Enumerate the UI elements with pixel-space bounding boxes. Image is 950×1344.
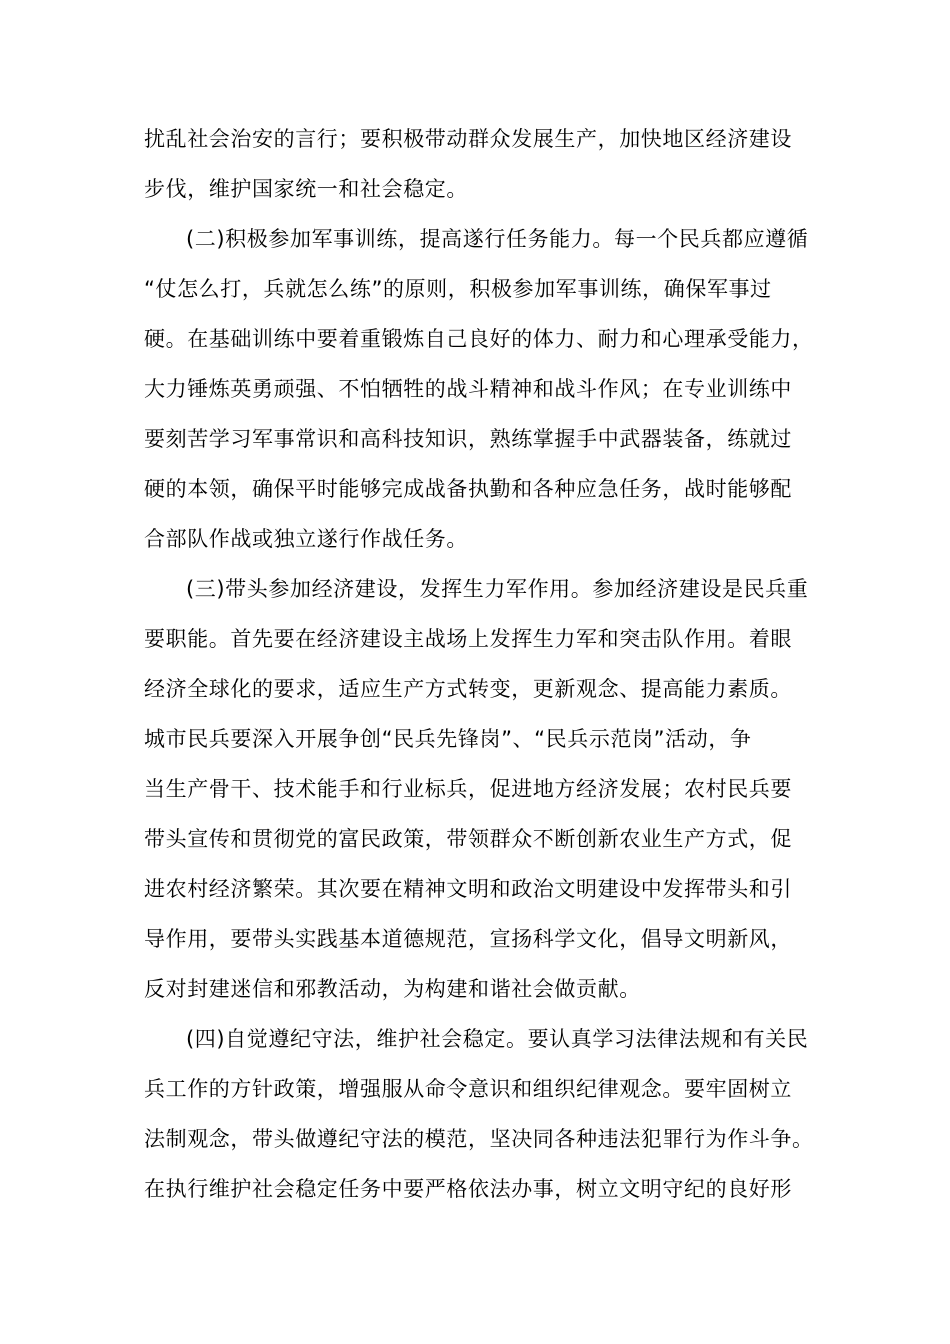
text-line: 硬的本领，确保平时能够完成战备执勤和各种应急任务，战时能够配 — [144, 477, 792, 501]
text-line: 经济全球化的要求，适应生产方式转变，更新观念、提高能力素质。 — [144, 677, 792, 701]
text-line: 大力锤炼英勇顽强、不怕牺牲的战斗精神和战斗作风；在专业训练中 — [144, 377, 792, 401]
text-line: 合部队作战或独立遂行作战任务。 — [144, 527, 468, 551]
text-line: 硬。在基础训练中要着重锻炼自己良好的体力、耐力和心理承受能力， — [144, 327, 814, 351]
text-line: 要职能。首先要在经济建设主战场上发挥生力军和突击队作用。着眼 — [144, 627, 792, 651]
text-line: 兵工作的方针政策，增强服从命令意识和组织纪律观念。要牢固树立 — [144, 1077, 792, 1101]
text-line: 反对封建迷信和邪教活动，为构建和谐社会做贡献。 — [144, 977, 641, 1001]
text-line: 导作用，要带头实践基本道德规范，宣扬科学文化，倡导文明新风， — [144, 927, 792, 951]
paragraph-heading-2: (二)积极参加军事训练，提高遂行任务能力。每一个民兵都应遵循 — [186, 227, 809, 251]
text-line: 要刻苦学习军事常识和高科技知识，熟练掌握手中武器装备，练就过 — [144, 427, 792, 451]
text-line: 当生产骨干、技术能手和行业标兵，促进地方经济发展；农村民兵要 — [144, 777, 792, 801]
text-line: 进农村经济繁荣。其次要在精神文明和政治文明建设中发挥带头和引 — [144, 877, 792, 901]
text-line: 城市民兵要深入开展争创“民兵先锋岗”、“民兵示范岗”活动，争 — [144, 727, 752, 751]
text-line: 扰乱社会治安的言行；要积极带动群众发展生产，加快地区经济建设 — [144, 127, 792, 151]
paragraph-heading-4: (四)自觉遵纪守法，维护社会稳定。要认真学习法律法规和有关民 — [186, 1027, 809, 1051]
paragraph-heading-3: (三)带头参加经济建设，发挥生力军作用。参加经济建设是民兵重 — [186, 577, 809, 601]
text-line: 带头宣传和贯彻党的富民政策，带领群众不断创新农业生产方式，促 — [144, 827, 792, 851]
text-line: “仗怎么打，兵就怎么练”的原则，积极参加军事训练，确保军事过 — [144, 277, 772, 301]
text-line: 在执行维护社会稳定任务中要严格依法办事，树立文明守纪的良好形 — [144, 1177, 792, 1201]
text-line: 法制观念，带头做遵纪守法的模范，坚决同各种违法犯罪行为作斗争。 — [144, 1127, 814, 1151]
text-line: 步伐，维护国家统一和社会稳定。 — [144, 177, 468, 201]
